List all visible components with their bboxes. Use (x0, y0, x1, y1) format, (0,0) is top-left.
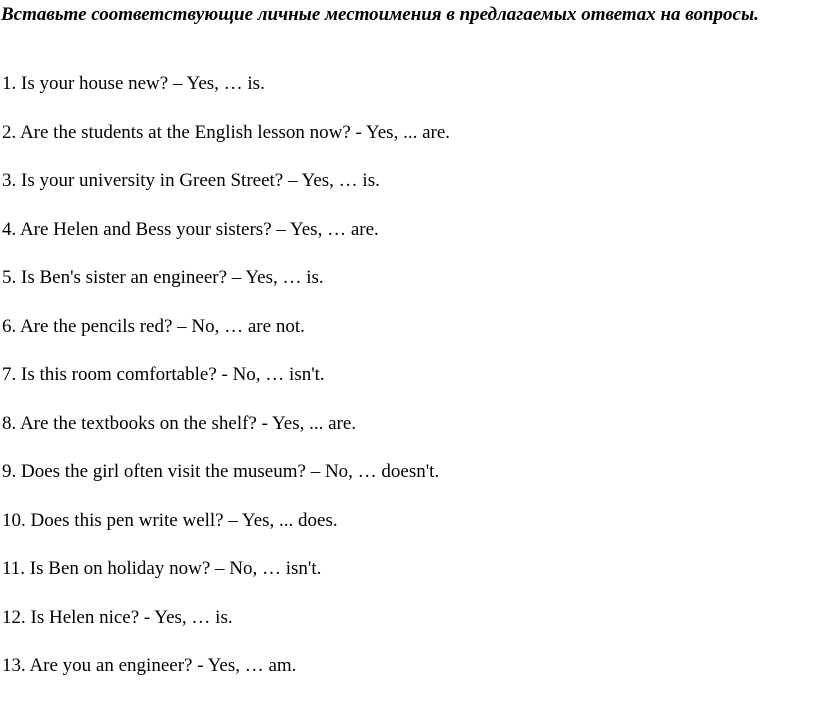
exercise-item-7: 7. Is this room comfortable? - No, … isn't. (2, 364, 325, 385)
exercise-item-2: 2. Are the students at the English lesson now? - Yes, ... are. (2, 122, 451, 143)
exercise-item-12: 12. Is Helen nice? - Yes, … is. (2, 607, 233, 628)
exercise-item-11: 11. Is Ben on holiday now? – No, … isn't. (2, 558, 322, 579)
exercise-item-8: 8. Are the textbooks on the shelf? - Yes, ... are. (2, 413, 357, 434)
instruction-heading: Вставьте соответствующие личные местоимения в предлагаемых ответах на вопросы. (1, 4, 759, 25)
exercise-item-10: 10. Does this pen write well? – Yes, ... does. (2, 510, 338, 531)
exercise-item-3: 3. Is your university in Green Street? – Yes, … is. (2, 170, 380, 191)
exercise-item-13: 13. Are you an engineer? - Yes, … am. (2, 655, 297, 676)
exercise-item-9: 9. Does the girl often visit the museum? – No, … doesn't. (2, 461, 440, 482)
exercise-item-6: 6. Are the pencils red? – No, … are not. (2, 316, 305, 337)
exercise-item-5: 5. Is Ben's sister an engineer? – Yes, … is. (2, 267, 324, 288)
exercise-item-1: 1. Is your house new? – Yes, … is. (2, 73, 265, 94)
exercise-item-4: 4. Are Helen and Bess your sisters? – Yes, … are. (2, 219, 379, 240)
